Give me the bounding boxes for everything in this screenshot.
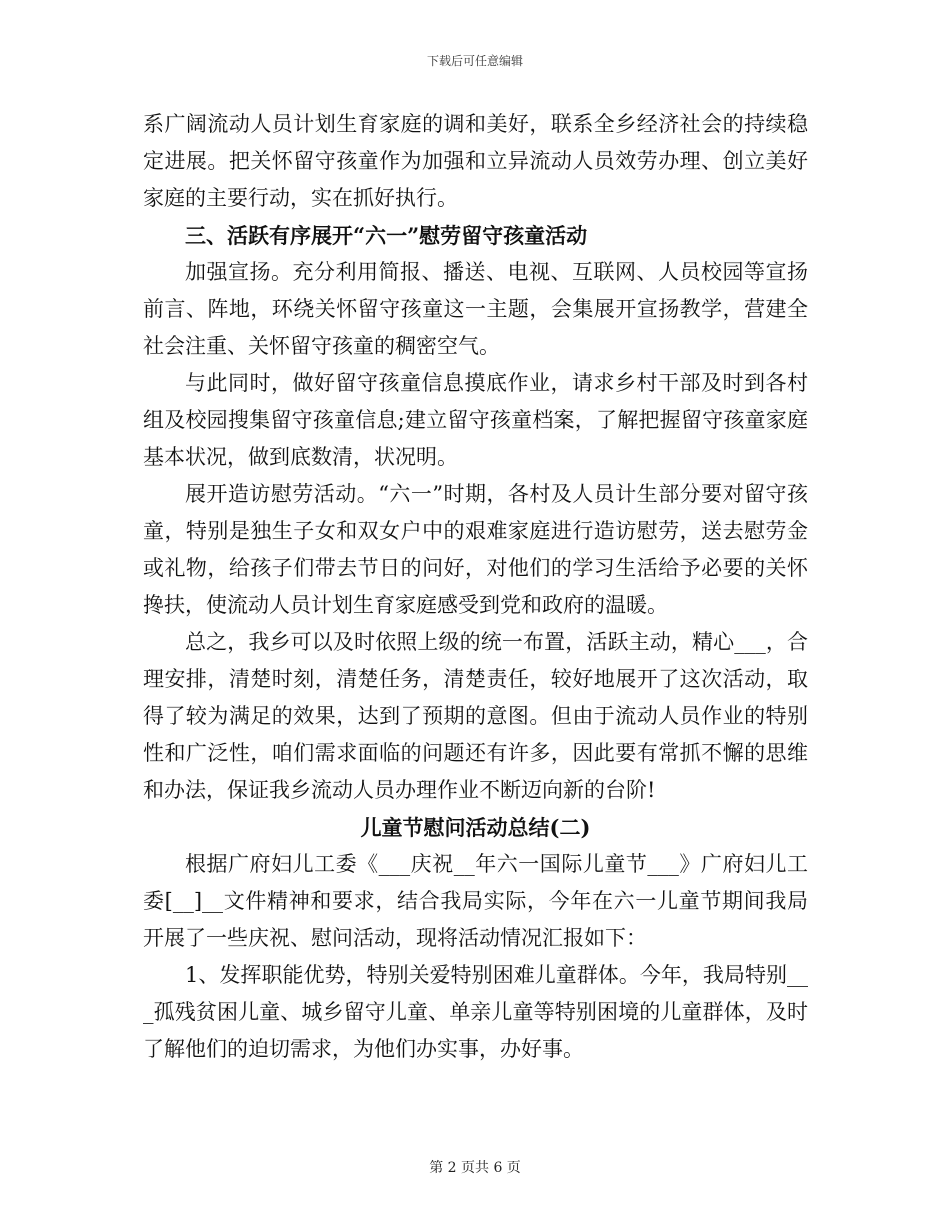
paragraph-4: 展开造访慰劳活动。“六一”时期，各村及人员计生部分要对留守孩童，特别是独生子女和双女户中的艰难家庭进行造访慰劳，送去慰劳金或礼物，给孩子们带去节日的问好，对他们的学习生活给予必要的关怀搀扶，使流动人员计划生育家庭感受到党和政府的温暖。: [143, 482, 808, 617]
paragraph-7: 1、发挥职能优势，特别关爱特别困难儿童群体。今年，我局特别___孤残贫困儿童、城乡留守儿童、单亲儿童等特别困境的儿童群体，及时了解他们的迫切需求，为他们办实事，办好事。: [143, 963, 808, 1061]
section-heading-3: 三、活跃有序展开“六一”慰劳留守孩童活动: [185, 223, 588, 248]
page-footer: 第 2 页共 6 页: [429, 1160, 521, 1176]
paragraph-2: 加强宣扬。充分利用简报、播送、电视、互联网、人员校园等宣扬前言、阵地，环绕关怀留守孩童这一主题，会集展开宣扬教学，营建全社会注重、关怀留守孩童的稠密空气。: [143, 260, 808, 358]
paragraph-6: 根据广府妇儿工委《___庆祝__年六一国际儿童节___》广府妇儿工委[__]__文件精神和要求，结合我局实际，今年在六一儿童节期间我局开展了一些庆祝、慰问活动，现将活动情况汇报如下：: [143, 852, 808, 950]
paragraph-1: 系广阔流动人员计划生育家庭的调和美好，联系全乡经济社会的持续稳定进展。把关怀留守孩童作为加强和立异流动人员效劳办理、创立美好家庭的主要行动，实在抓好执行。: [143, 112, 808, 210]
page-header: 下载后可任意编辑: [426, 54, 523, 68]
paragraph-5: 总之，我乡可以及时依照上级的统一布置，活跃主动，精心___，合理安排，清楚时刻，清楚任务，清楚责任，较好地展开了这次活动，取得了较为满足的效果，达到了预期的意图。但由于流动人员作业的特别性和广泛性，咱们需求面临的问题还有许多，因此要有常抓不懈的思维和办法，保证我乡流动人员办理作业不断迈向新的台阶!: [143, 630, 808, 802]
document-body: [143, 106, 808, 1068]
paragraph-3: 与此同时，做好留守孩童信息摸底作业，请求乡村干部及时到各村组及校园搜集留守孩童信息;建立留守孩童档案，了解把握留守孩童家庭基本状况，做到底数清，状况明。: [143, 371, 808, 469]
article-title-2: 儿童节慰问活动总结(二): [360, 815, 591, 840]
